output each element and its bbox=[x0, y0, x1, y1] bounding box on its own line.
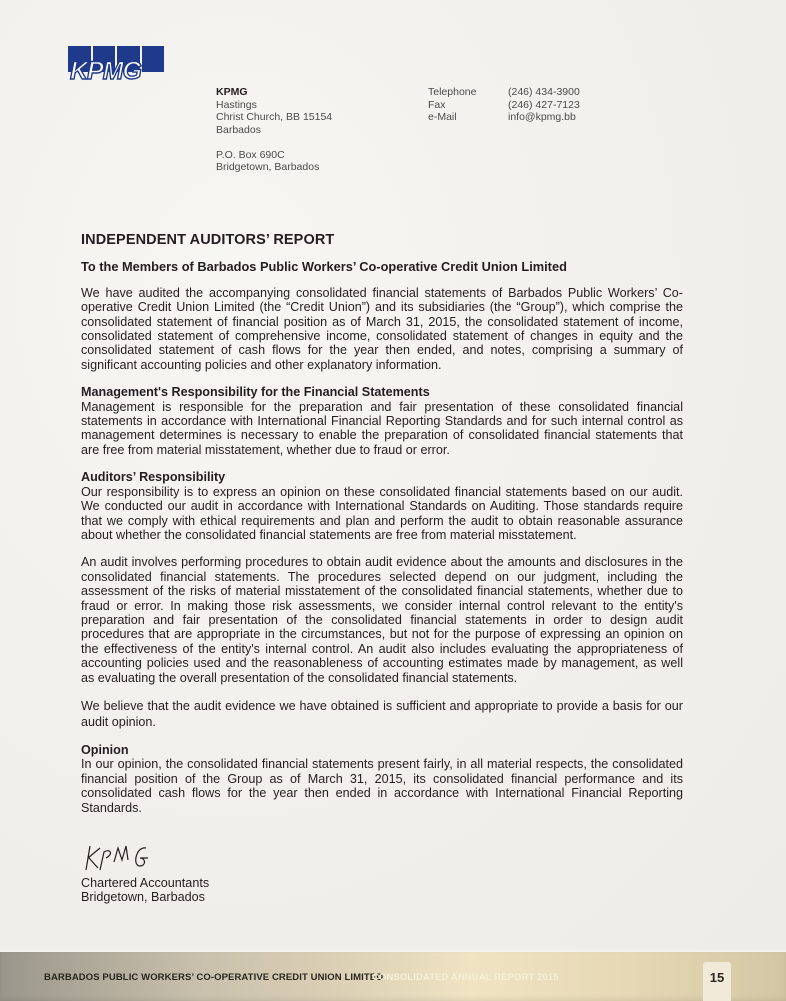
signatory-title: Chartered Accountants bbox=[81, 876, 210, 890]
contact-label: e-Mail bbox=[428, 111, 457, 123]
address-line: Christ Church, BB 15154 bbox=[216, 111, 333, 123]
report-body bbox=[81, 233, 683, 828]
footer-report-name: CONSOLIDATED ANNUAL REPORT 2015 bbox=[372, 972, 559, 983]
firm-address bbox=[216, 86, 332, 174]
report-addressee: To the Members of Barbados Public Workers’ Co-operative Credit Union Limited bbox=[81, 259, 567, 275]
intro-paragraph: We have audited the accompanying consolidated financial statements of Barbados Public Workers’ Co-operative Credit Union Limited (the “Credit Union”) and its subsidiaries (the “Group”), which comprise the consolidated statement of financial position as of March 31, 2015, the consolidated statement of income, consolidated statement of comprehensive income, consolidated statement of changes in equity and the consolidated statement of cash flows for the year then ended, and notes, comprising a summary of significant accounting policies and other explanatory information. bbox=[81, 285, 683, 372]
contact-value: (246) 427-7123 bbox=[508, 98, 580, 111]
signatory-location: Bridgetown, Barbados bbox=[81, 890, 205, 905]
contact-label: Telephone bbox=[428, 86, 477, 98]
po-box-line: P.O. Box 690C bbox=[216, 148, 285, 161]
section-opinion bbox=[81, 743, 683, 815]
contact-row-fax bbox=[428, 99, 580, 112]
page-footer bbox=[0, 952, 786, 1001]
firm-name: KPMG bbox=[216, 86, 248, 98]
section-heading: Management's Responsibility for the Financial Statements bbox=[81, 385, 430, 400]
firm-contact bbox=[428, 86, 580, 124]
section-heading: Auditors’ Responsibility bbox=[81, 470, 226, 485]
address-line: Hastings bbox=[216, 98, 257, 111]
section-paragraph: Management is responsible for the preparation and fair presentation of these consolidated financial statements in accordance with International Financial Reporting Standards and for such internal control as management determines is necessary to enable the preparation of consolidated financial statements that are free from material misstatement, whether due to fraud or error. bbox=[81, 399, 683, 457]
contact-row-telephone bbox=[428, 86, 580, 99]
contact-value: (246) 434-3900 bbox=[508, 86, 580, 98]
section-paragraph: In our opinion, the consolidated financial statements present fairly, in all material respects, the consolidated financial position of the Group as of March 31, 2015, its consolidated financial performance and its consolidated cash flows for the year then ended in accordance with International Financial Reporting Standards. bbox=[81, 757, 683, 815]
report-title: INDEPENDENT AUDITORS’ REPORT bbox=[81, 232, 335, 248]
section-paragraph: We believe that the audit evidence we have obtained is sufficient and appropriate to provide a basis for our audit opinion. bbox=[81, 698, 683, 729]
section-auditors-responsibility bbox=[81, 470, 683, 730]
po-box-line: Bridgetown, Barbados bbox=[216, 161, 320, 173]
contact-label: Fax bbox=[428, 98, 446, 111]
section-management-responsibility bbox=[81, 385, 683, 457]
logo-wordmark: KPMG bbox=[70, 57, 141, 85]
page-number: 15 bbox=[709, 970, 725, 985]
kpmg-logo bbox=[68, 46, 164, 84]
signature-block bbox=[81, 876, 209, 905]
address-line: Barbados bbox=[216, 123, 261, 136]
page-number-tab bbox=[703, 962, 731, 1001]
section-heading: Opinion bbox=[81, 742, 129, 757]
kpmg-signature-icon bbox=[80, 840, 160, 876]
section-paragraph: An audit involves performing procedures to obtain audit evidence about the amounts and disclosures in the consolidated financial statements. The procedures selected depend on our judgment, including the assessment of the risks of material misstatement of the consolidated financial statements, whether due to fraud or error. In making those risk assessments, we consider internal control relevant to the entity's preparation and fair presentation of the consolidated financial statements in order to design audit procedures that are appropriate in the circumstances, but not for the purpose of expressing an opinion on the effectiveness of the entity's internal control. An audit also includes evaluating the appropriateness of accounting policies used and the reasonableness of accounting estimates made by management, as well as evaluating the overall presentation of the consolidated financial statements. bbox=[81, 555, 683, 685]
contact-value: info@kpmg.bb bbox=[508, 111, 576, 123]
contact-row-email bbox=[428, 111, 580, 124]
section-paragraph: Our responsibility is to express an opinion on these consolidated financial statements based on our audit. We conducted our audit in accordance with International Standards on Auditing. Those standards require that we comply with ethical requirements and plan and perform the audit to obtain reasonable assurance about whether the consolidated financial statements are free from material misstatement. bbox=[81, 484, 683, 542]
footer-organization: BARBADOS PUBLIC WORKERS’ CO-OPERATIVE CREDIT UNION LIMITED bbox=[44, 972, 384, 983]
